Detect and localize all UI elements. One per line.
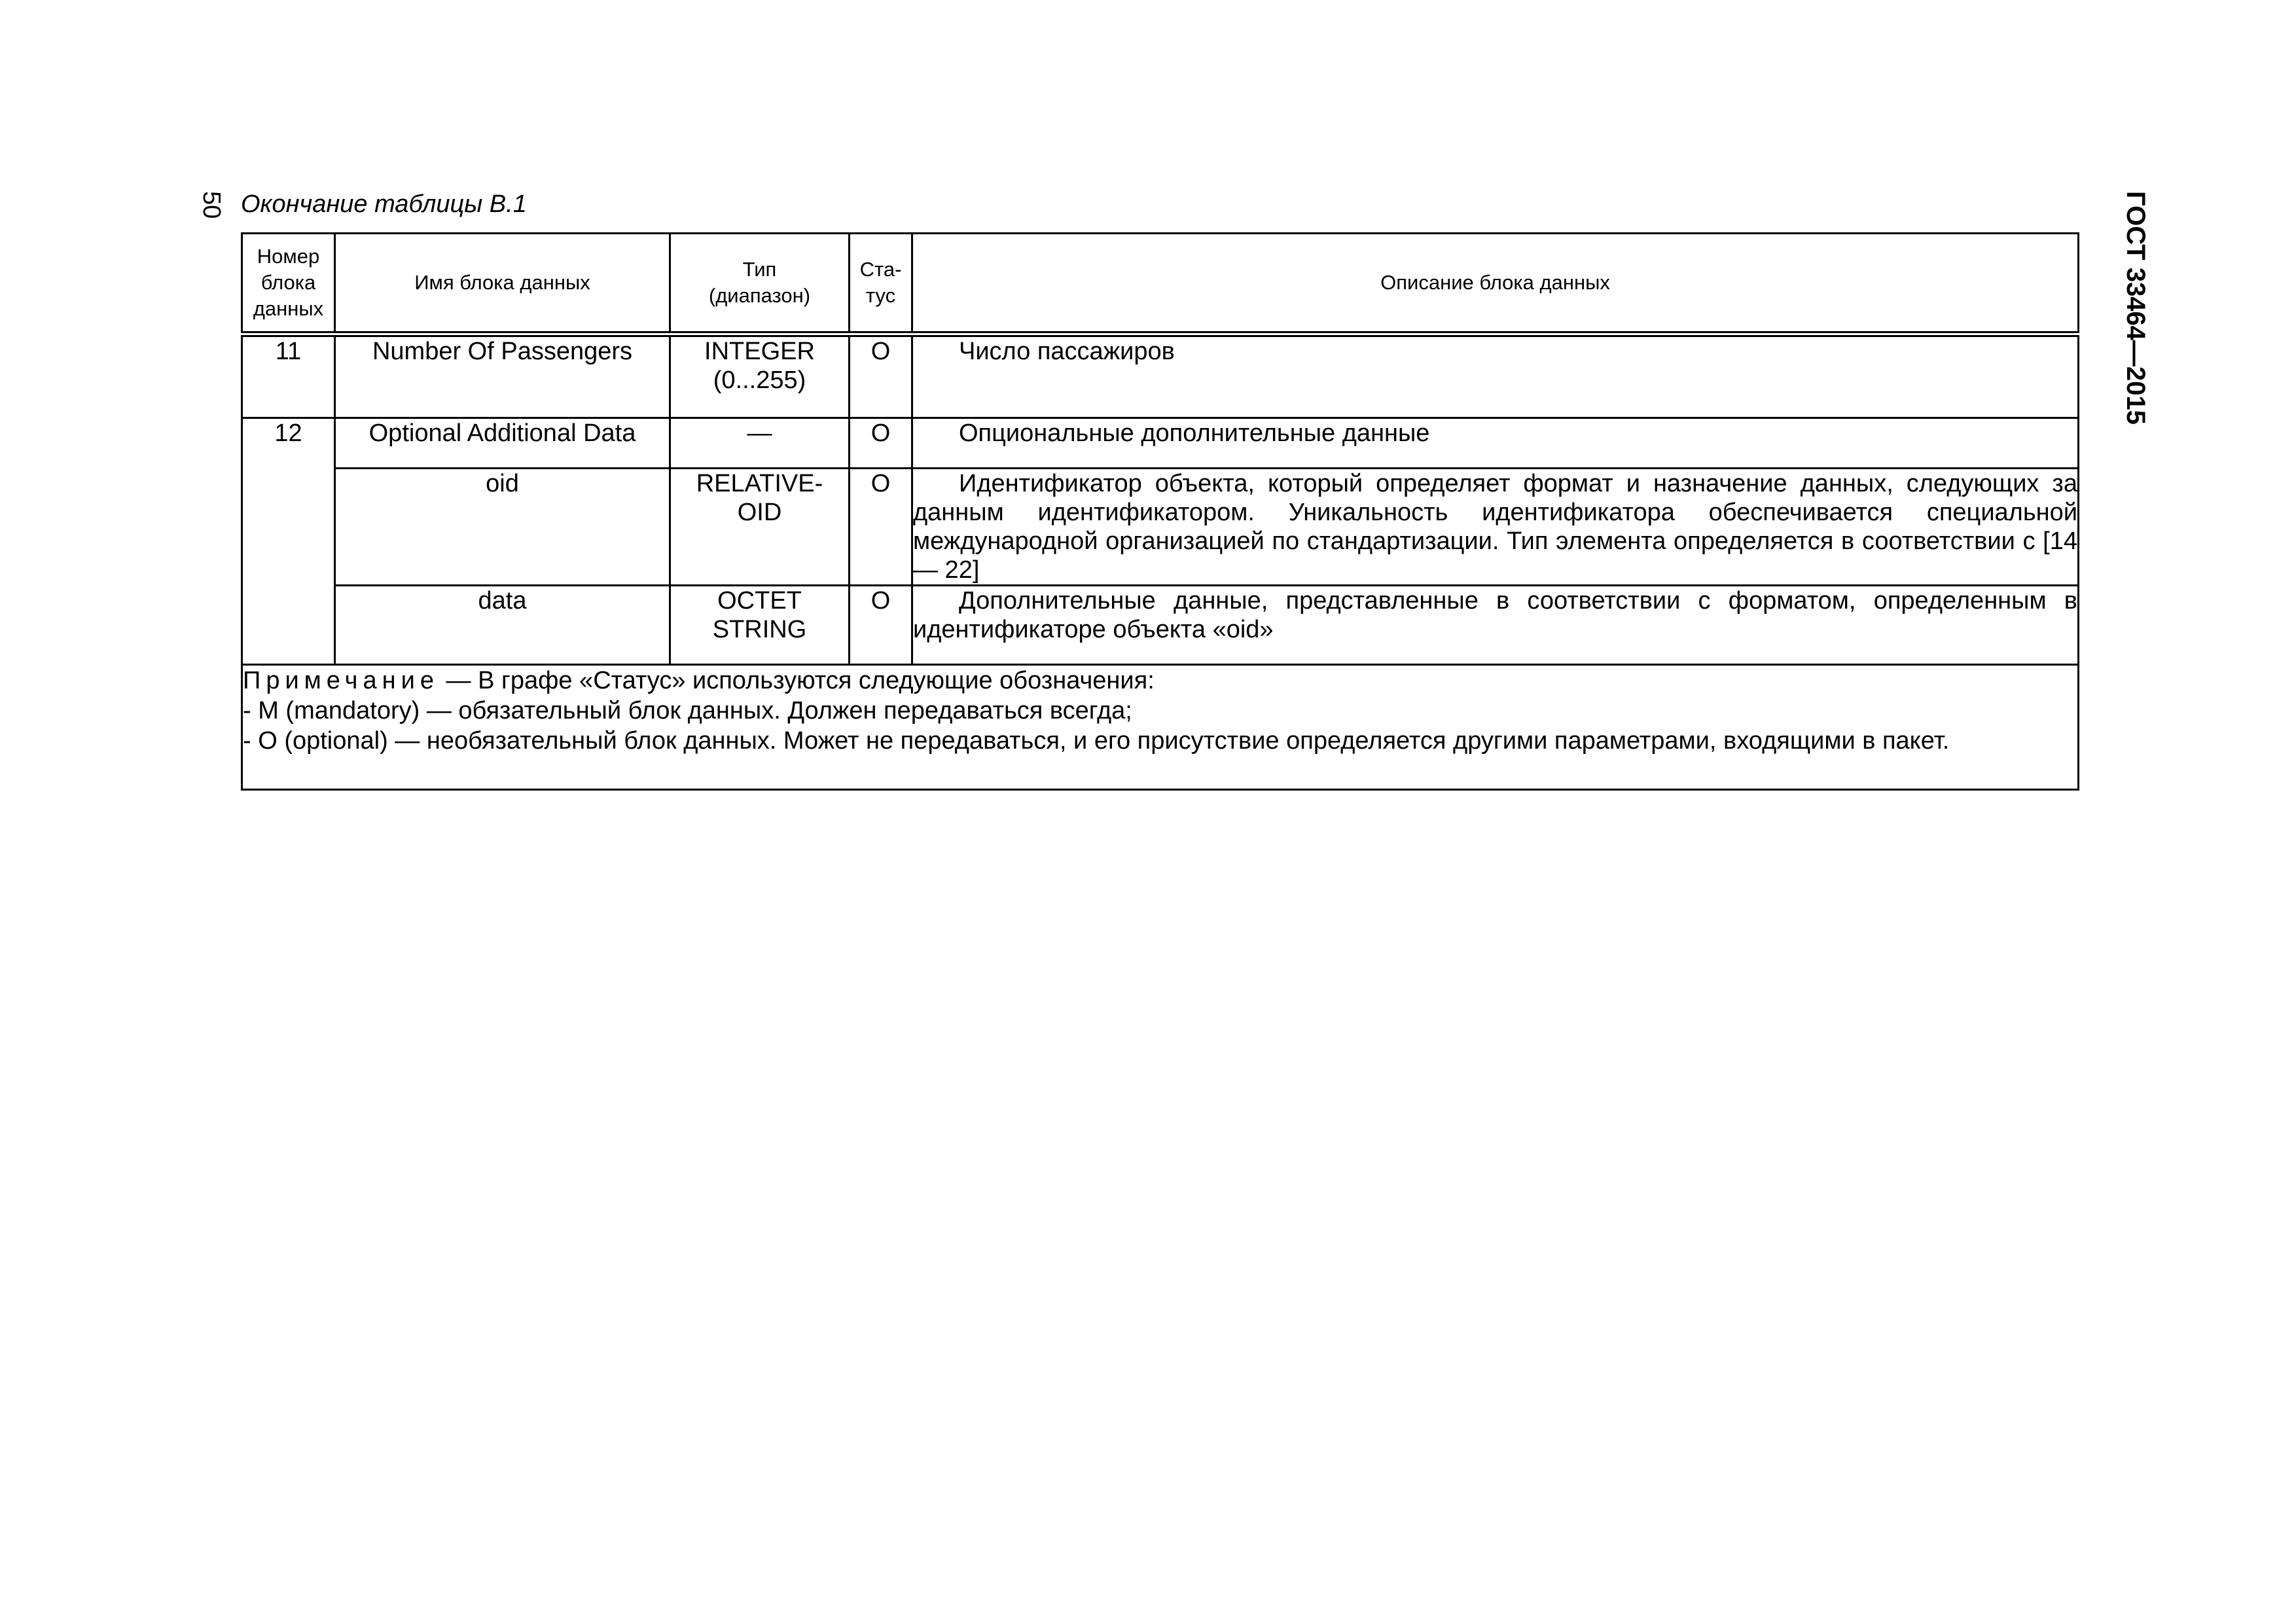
row-name: data [335,586,670,665]
row-name: Optional Additional Data [335,418,670,469]
note-line-optional: - O (optional) — необязательный блок данных. Может не передаваться, и его присутствие определяется другими параметрами, входящими в пакет. [243,727,1950,755]
row-number: 12 [242,418,335,665]
table-note-row [242,665,2079,790]
table-caption: Окончание таблицы В.1 [241,190,527,218]
note-intro: Примечание — В графе «Статус» используются следующие обозначения: [243,667,1155,694]
header-status: Ста- тус [850,234,912,334]
row-description: Число пассажиров [912,334,2079,418]
row-type: — [670,418,850,469]
row-name: oid [335,469,670,586]
header-description: Описание блока данных [912,234,2079,334]
row-status: O [850,469,912,586]
header-name: Имя блока данных [335,234,670,334]
table-row [242,334,2079,418]
header-number: Номер блока данных [242,234,335,334]
page-number: 50 [198,191,225,219]
table-row [242,586,2079,665]
row-description: Опциональные дополнительные данные [912,418,2079,469]
row-description: Идентификатор объекта, который определяет формат и назначение данных, следующих за данным идентификатором. Уникальность идентификатора обеспечивается специальной международной организацией по стандартизации. Тип элемента определяется в соответствии с [14 — 22] [912,469,2079,586]
table-row [242,418,2079,469]
table-row [242,469,2079,586]
note-line-mandatory: - M (mandatory) — обязательный блок данных. Должен передаваться всегда; [243,697,1132,724]
data-blocks-table [241,232,2079,791]
row-number: 11 [242,334,335,418]
row-status: O [850,586,912,665]
row-status: O [850,418,912,469]
row-description: Дополнительные данные, представленные в соответствии с форматом, определенным в идентификаторе объекта «oid» [912,586,2079,665]
row-type: RELATIVE- OID [670,469,850,586]
header-type: Тип (диапазон) [670,234,850,334]
row-name: Number Of Passengers [335,334,670,418]
document-code: ГОСТ 33464—2015 [2121,191,2150,425]
note-title: Примечание [243,667,439,694]
table-note [242,665,2079,790]
table-header-row [242,234,2079,334]
row-type: OCTET STRING [670,586,850,665]
row-type: INTEGER (0...255) [670,334,850,418]
row-status: O [850,334,912,418]
